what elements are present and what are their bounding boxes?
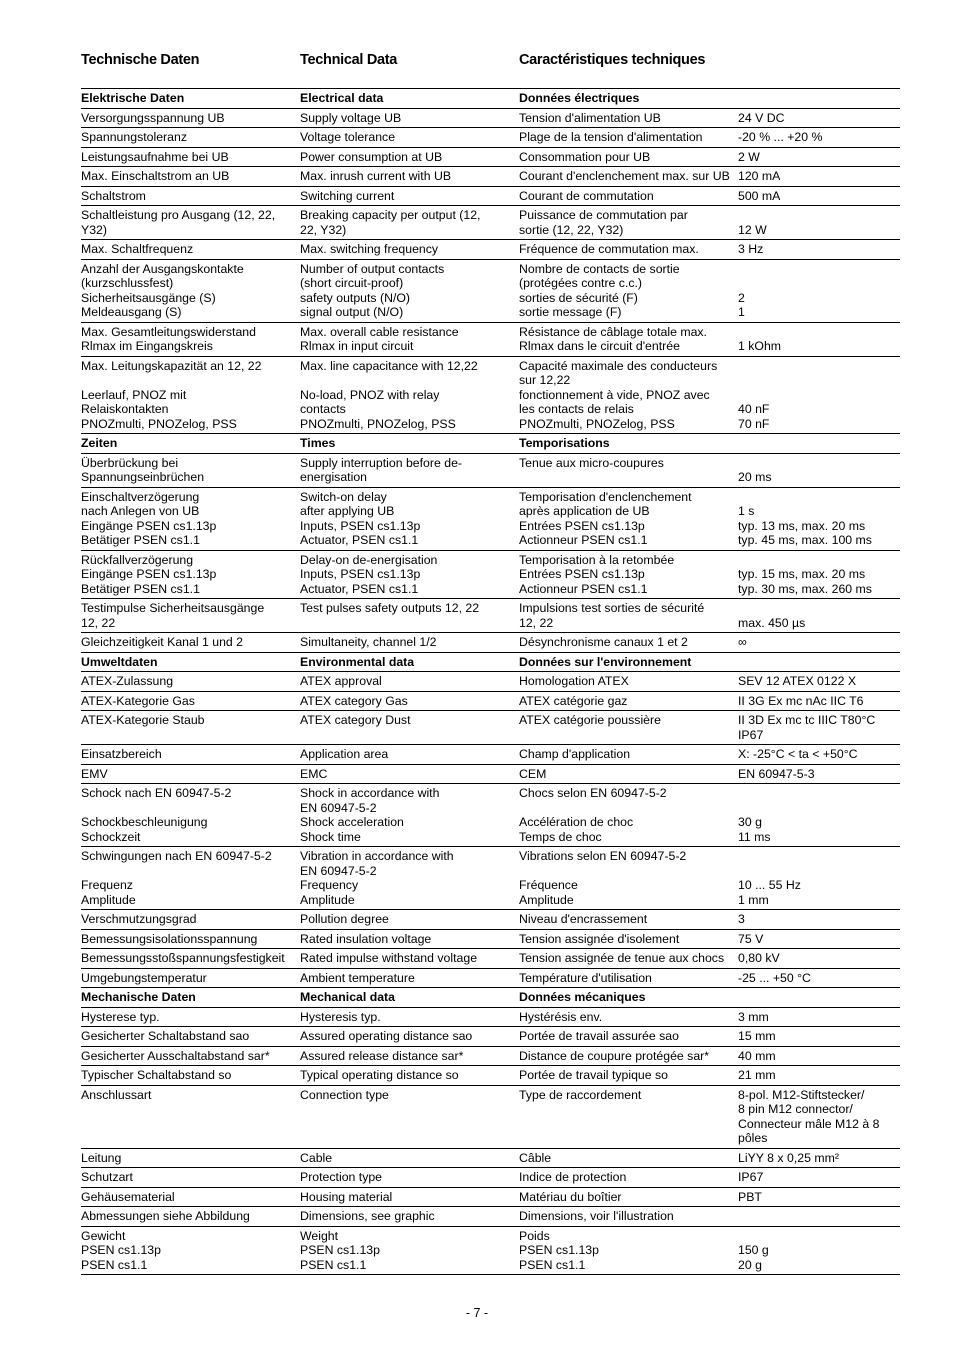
cell-german: Gleichzeitigkeit Kanal 1 und 2	[81, 633, 300, 653]
table-row	[81, 599, 900, 633]
cell-french: Indice de protection	[519, 1168, 738, 1188]
table-row	[81, 968, 900, 988]
cell-french: Capacité maximale des conducteurs sur 12,22 fonctionnement à vide, PNOZ avec les contacts de relais PNOZmulti, PNOZelog, PSS	[519, 356, 738, 434]
cell-german: Schwingungen nach EN 60947-5-2 Frequenz Amplitude	[81, 847, 300, 910]
table-row	[81, 1226, 900, 1275]
cell-value: II 3D Ex mc tc IIIC T80°C IP67	[738, 711, 900, 745]
table-row	[81, 910, 900, 930]
cell-french: Temporisation à la retombée Entrées PSEN cs1.13p Actionneur PSEN cs1.1	[519, 550, 738, 599]
cell-english: ATEX category Gas	[300, 691, 519, 711]
cell-value: SEV 12 ATEX 0122 X	[738, 672, 900, 692]
cell-french: Fréquence de commutation max.	[519, 240, 738, 260]
cell-value: 12 W	[738, 206, 900, 240]
cell-german: Anschlussart	[81, 1085, 300, 1148]
cell-value: 75 V	[738, 929, 900, 949]
cell-value: 20 ms	[738, 453, 900, 487]
cell-german: Rückfallverzögerung Eingänge PSEN cs1.13p Betätiger PSEN cs1.1	[81, 550, 300, 599]
cell-value: 8-pol. M12-Stiftstecker/ 8 pin M12 connector/ Connecteur mâle M12 à 8 pôles	[738, 1085, 900, 1148]
section-header-row	[81, 988, 900, 1008]
table-row	[81, 108, 900, 128]
table-row	[81, 186, 900, 206]
cell-english: Pollution degree	[300, 910, 519, 930]
header-french: Caractéristiques techniques	[519, 52, 706, 68]
cell-english: Vibration in accordance with EN 60947-5-2 Frequency Amplitude	[300, 847, 519, 910]
table-row	[81, 167, 900, 187]
cell-german: Leistungsaufnahme bei UB	[81, 147, 300, 167]
cell-value: max. 450 µs	[738, 599, 900, 633]
cell-french: Distance de coupure protégée sar*	[519, 1046, 738, 1066]
cell-german: Umgebungstemperatur	[81, 968, 300, 988]
cell-german: Hysterese typ.	[81, 1007, 300, 1027]
cell-english: Assured release distance sar*	[300, 1046, 519, 1066]
cell-french: Courant de commutation	[519, 186, 738, 206]
technical-data-table	[81, 88, 900, 1275]
cell-french: Plage de la tension d'alimentation	[519, 128, 738, 148]
cell-french: Données mécaniques	[519, 988, 738, 1008]
cell-german: Spannungstoleranz	[81, 128, 300, 148]
cell-english: Max. line capacitance with 12,22 No-load, PNOZ with relay contacts PNOZmulti, PNOZelog, PSS	[300, 356, 519, 434]
cell-english: Switching current	[300, 186, 519, 206]
cell-english: Assured operating distance sao	[300, 1027, 519, 1047]
cell-value: 500 mA	[738, 186, 900, 206]
cell-german: Gehäusematerial	[81, 1187, 300, 1207]
cell-french: Désynchronisme canaux 1 et 2	[519, 633, 738, 653]
cell-english: Max. inrush current with UB	[300, 167, 519, 187]
header-german: Technische Daten	[81, 52, 200, 68]
cell-english: Voltage tolerance	[300, 128, 519, 148]
cell-value: -25 ... +50 °C	[738, 968, 900, 988]
cell-german: Bemessungsstoßspannungsfestigkeit	[81, 949, 300, 969]
cell-value: LiYY 8 x 0,25 mm²	[738, 1148, 900, 1168]
table-row	[81, 1207, 900, 1227]
cell-value: 2 W	[738, 147, 900, 167]
cell-french: Vibrations selon EN 60947-5-2 Fréquence Amplitude	[519, 847, 738, 910]
cell-english: Max. switching frequency	[300, 240, 519, 260]
cell-english: Protection type	[300, 1168, 519, 1188]
cell-value: 10 ... 55 Hz 1 mm	[738, 847, 900, 910]
cell-value: 120 mA	[738, 167, 900, 187]
cell-english: Power consumption at UB	[300, 147, 519, 167]
section-header-row	[81, 434, 900, 454]
cell-german: Elektrische Daten	[81, 89, 300, 109]
table-row	[81, 1066, 900, 1086]
cell-german: Verschmutzungsgrad	[81, 910, 300, 930]
cell-value: X: -25°C < ta < +50°C	[738, 745, 900, 765]
cell-german: Typischer Schaltabstand so	[81, 1066, 300, 1086]
cell-french: Température d'utilisation	[519, 968, 738, 988]
cell-french: CEM	[519, 764, 738, 784]
cell-value: 24 V DC	[738, 108, 900, 128]
cell-german: Schock nach EN 60947-5-2 Schockbeschleunigung Schockzeit	[81, 784, 300, 847]
cell-german: Einschaltverzögerung nach Anlegen von UB Eingänge PSEN cs1.13p Betätiger PSEN cs1.1	[81, 487, 300, 550]
table-row	[81, 240, 900, 260]
cell-french: Tension d'alimentation UB	[519, 108, 738, 128]
cell-value: IP67	[738, 1168, 900, 1188]
table-row	[81, 259, 900, 322]
cell-english: Application area	[300, 745, 519, 765]
cell-value: 1 s typ. 13 ms, max. 20 ms typ. 45 ms, max. 100 ms	[738, 487, 900, 550]
cell-german: Testimpulse Sicherheitsausgänge 12, 22	[81, 599, 300, 633]
cell-german: Einsatzbereich	[81, 745, 300, 765]
cell-french: ATEX catégorie poussière	[519, 711, 738, 745]
cell-value: -20 % ... +20 %	[738, 128, 900, 148]
table-row	[81, 691, 900, 711]
cell-french: Impulsions test sorties de sécurité 12, 22	[519, 599, 738, 633]
cell-french: Champ d'application	[519, 745, 738, 765]
cell-value: 1 kOhm	[738, 322, 900, 356]
cell-french: Données électriques	[519, 89, 738, 109]
table-row	[81, 633, 900, 653]
cell-english: Environmental data	[300, 652, 519, 672]
cell-value: 40 nF 70 nF	[738, 356, 900, 434]
cell-english: Supply voltage UB	[300, 108, 519, 128]
cell-english: Breaking capacity per output (12, 22, Y32)	[300, 206, 519, 240]
table-row	[81, 784, 900, 847]
page-number: - 7 -	[465, 1306, 489, 1320]
table-row	[81, 1085, 900, 1148]
cell-value: ∞	[738, 633, 900, 653]
cell-french: Portée de travail assurée sao	[519, 1027, 738, 1047]
cell-english: Supply interruption before de- energisation	[300, 453, 519, 487]
cell-french: Câble	[519, 1148, 738, 1168]
table-row	[81, 764, 900, 784]
table-row	[81, 711, 900, 745]
table-row	[81, 1148, 900, 1168]
cell-french: Homologation ATEX	[519, 672, 738, 692]
table-row	[81, 487, 900, 550]
cell-english: Simultaneity, channel 1/2	[300, 633, 519, 653]
cell-french: Puissance de commutation par sortie (12, 22, Y32)	[519, 206, 738, 240]
table-row	[81, 1027, 900, 1047]
cell-french: Niveau d'encrassement	[519, 910, 738, 930]
cell-english: Housing material	[300, 1187, 519, 1207]
cell-english: ATEX approval	[300, 672, 519, 692]
cell-french: ATEX catégorie gaz	[519, 691, 738, 711]
cell-french: Données sur l'environnement	[519, 652, 738, 672]
cell-value: 40 mm	[738, 1046, 900, 1066]
cell-english: Times	[300, 434, 519, 454]
cell-german: Zeiten	[81, 434, 300, 454]
cell-value: II 3G Ex mc nAc IIC T6	[738, 691, 900, 711]
cell-value: 0,80 kV	[738, 949, 900, 969]
cell-english: Max. overall cable resistance Rlmax in input circuit	[300, 322, 519, 356]
cell-value: 3	[738, 910, 900, 930]
cell-english: Hysteresis typ.	[300, 1007, 519, 1027]
table-row	[81, 1187, 900, 1207]
cell-value: 21 mm	[738, 1066, 900, 1086]
cell-english: Switch-on delay after applying UB Inputs, PSEN cs1.13p Actuator, PSEN cs1.1	[300, 487, 519, 550]
cell-german: Bemessungsisolationsspannung	[81, 929, 300, 949]
cell-french: Poids PSEN cs1.13p PSEN cs1.1	[519, 1226, 738, 1275]
cell-german: Gesicherter Ausschaltabstand sar*	[81, 1046, 300, 1066]
cell-french: Tension assignée de tenue aux chocs	[519, 949, 738, 969]
cell-value: typ. 15 ms, max. 20 ms typ. 30 ms, max. 260 ms	[738, 550, 900, 599]
cell-value: 3 Hz	[738, 240, 900, 260]
cell-english: Shock in accordance with EN 60947-5-2 Shock acceleration Shock time	[300, 784, 519, 847]
cell-english: EMC	[300, 764, 519, 784]
cell-german: ATEX-Zulassung	[81, 672, 300, 692]
cell-french: Nombre de contacts de sortie (protégées contre c.c.) sorties de sécurité (F) sortie message (F)	[519, 259, 738, 322]
cell-value: PBT	[738, 1187, 900, 1207]
cell-french: Temporisations	[519, 434, 738, 454]
table-row	[81, 949, 900, 969]
cell-german: Schutzart	[81, 1168, 300, 1188]
table-row	[81, 1007, 900, 1027]
cell-english: Number of output contacts (short circuit-proof) safety outputs (N/O) signal output (N/O)	[300, 259, 519, 322]
cell-german: Max. Einschaltstrom an UB	[81, 167, 300, 187]
cell-german: Max. Gesamtleitungswiderstand Rlmax im Eingangskreis	[81, 322, 300, 356]
cell-english: Electrical data	[300, 89, 519, 109]
cell-german: Schaltstrom	[81, 186, 300, 206]
cell-english: Test pulses safety outputs 12, 22	[300, 599, 519, 633]
cell-value: EN 60947-5-3	[738, 764, 900, 784]
cell-german: Max. Schaltfrequenz	[81, 240, 300, 260]
cell-french: Matériau du boîtier	[519, 1187, 738, 1207]
table-row	[81, 745, 900, 765]
table-row	[81, 847, 900, 910]
cell-german: Leitung	[81, 1148, 300, 1168]
cell-french: Consommation pour UB	[519, 147, 738, 167]
cell-french: Dimensions, voir l'illustration	[519, 1207, 738, 1227]
cell-french: Tenue aux micro-coupures	[519, 453, 738, 487]
cell-german: Versorgungsspannung UB	[81, 108, 300, 128]
cell-english: Rated impulse withstand voltage	[300, 949, 519, 969]
cell-value: 2 1	[738, 259, 900, 322]
cell-german: Gewicht PSEN cs1.13p PSEN cs1.1	[81, 1226, 300, 1275]
table-row	[81, 550, 900, 599]
table-row	[81, 1046, 900, 1066]
table-row	[81, 672, 900, 692]
cell-french: Tension assignée d'isolement	[519, 929, 738, 949]
cell-french: Temporisation d'enclenchement après application de UB Entrées PSEN cs1.13p Actionneur PSEN cs1.1	[519, 487, 738, 550]
cell-french: Type de raccordement	[519, 1085, 738, 1148]
cell-french: Hystérésis env.	[519, 1007, 738, 1027]
cell-french: Portée de travail typique so	[519, 1066, 738, 1086]
table-row	[81, 1168, 900, 1188]
cell-value: 3 mm	[738, 1007, 900, 1027]
cell-german: ATEX-Kategorie Staub	[81, 711, 300, 745]
cell-english: Ambient temperature	[300, 968, 519, 988]
cell-german: EMV	[81, 764, 300, 784]
cell-english: Delay-on de-energisation Inputs, PSEN cs1.13p Actuator, PSEN cs1.1	[300, 550, 519, 599]
cell-english: Dimensions, see graphic	[300, 1207, 519, 1227]
cell-german: Max. Leitungskapazität an 12, 22 Leerlauf, PNOZ mit Relaiskontakten PNOZmulti, PNOZelog, PSS	[81, 356, 300, 434]
cell-value: 30 g 11 ms	[738, 784, 900, 847]
cell-english: Typical operating distance so	[300, 1066, 519, 1086]
table-row	[81, 206, 900, 240]
table-row	[81, 147, 900, 167]
cell-french: Résistance de câblage totale max. Rlmax dans le circuit d'entrée	[519, 322, 738, 356]
cell-english: Mechanical data	[300, 988, 519, 1008]
cell-german: Überbrückung bei Spannungseinbrüchen	[81, 453, 300, 487]
cell-french: Courant d'enclenchement max. sur UB	[519, 167, 738, 187]
cell-english: Weight PSEN cs1.13p PSEN cs1.1	[300, 1226, 519, 1275]
cell-english: Cable	[300, 1148, 519, 1168]
cell-value	[738, 1207, 900, 1227]
cell-german: Abmessungen siehe Abbildung	[81, 1207, 300, 1227]
cell-value	[738, 434, 900, 454]
table-row	[81, 453, 900, 487]
column-headers	[81, 52, 901, 72]
cell-german: Anzahl der Ausgangskontakte (kurzschlussfest) Sicherheitsausgänge (S) Meldeausgang (S)	[81, 259, 300, 322]
cell-value: 15 mm	[738, 1027, 900, 1047]
cell-german: Schaltleistung pro Ausgang (12, 22, Y32)	[81, 206, 300, 240]
table-row	[81, 128, 900, 148]
cell-value: 150 g 20 g	[738, 1226, 900, 1275]
cell-german: Umweltdaten	[81, 652, 300, 672]
cell-english: ATEX category Dust	[300, 711, 519, 745]
table-row	[81, 929, 900, 949]
cell-english: Connection type	[300, 1085, 519, 1148]
cell-german: ATEX-Kategorie Gas	[81, 691, 300, 711]
section-header-row	[81, 89, 900, 109]
cell-english: Rated insulation voltage	[300, 929, 519, 949]
section-header-row	[81, 652, 900, 672]
cell-value	[738, 89, 900, 109]
cell-value	[738, 652, 900, 672]
header-english: Technical Data	[300, 52, 398, 68]
cell-value	[738, 988, 900, 1008]
cell-german: Gesicherter Schaltabstand sao	[81, 1027, 300, 1047]
table-row	[81, 356, 900, 434]
table-row	[81, 322, 900, 356]
cell-german: Mechanische Daten	[81, 988, 300, 1008]
cell-french: Chocs selon EN 60947-5-2 Accélération de choc Temps de choc	[519, 784, 738, 847]
technical-data-body	[81, 89, 900, 1275]
